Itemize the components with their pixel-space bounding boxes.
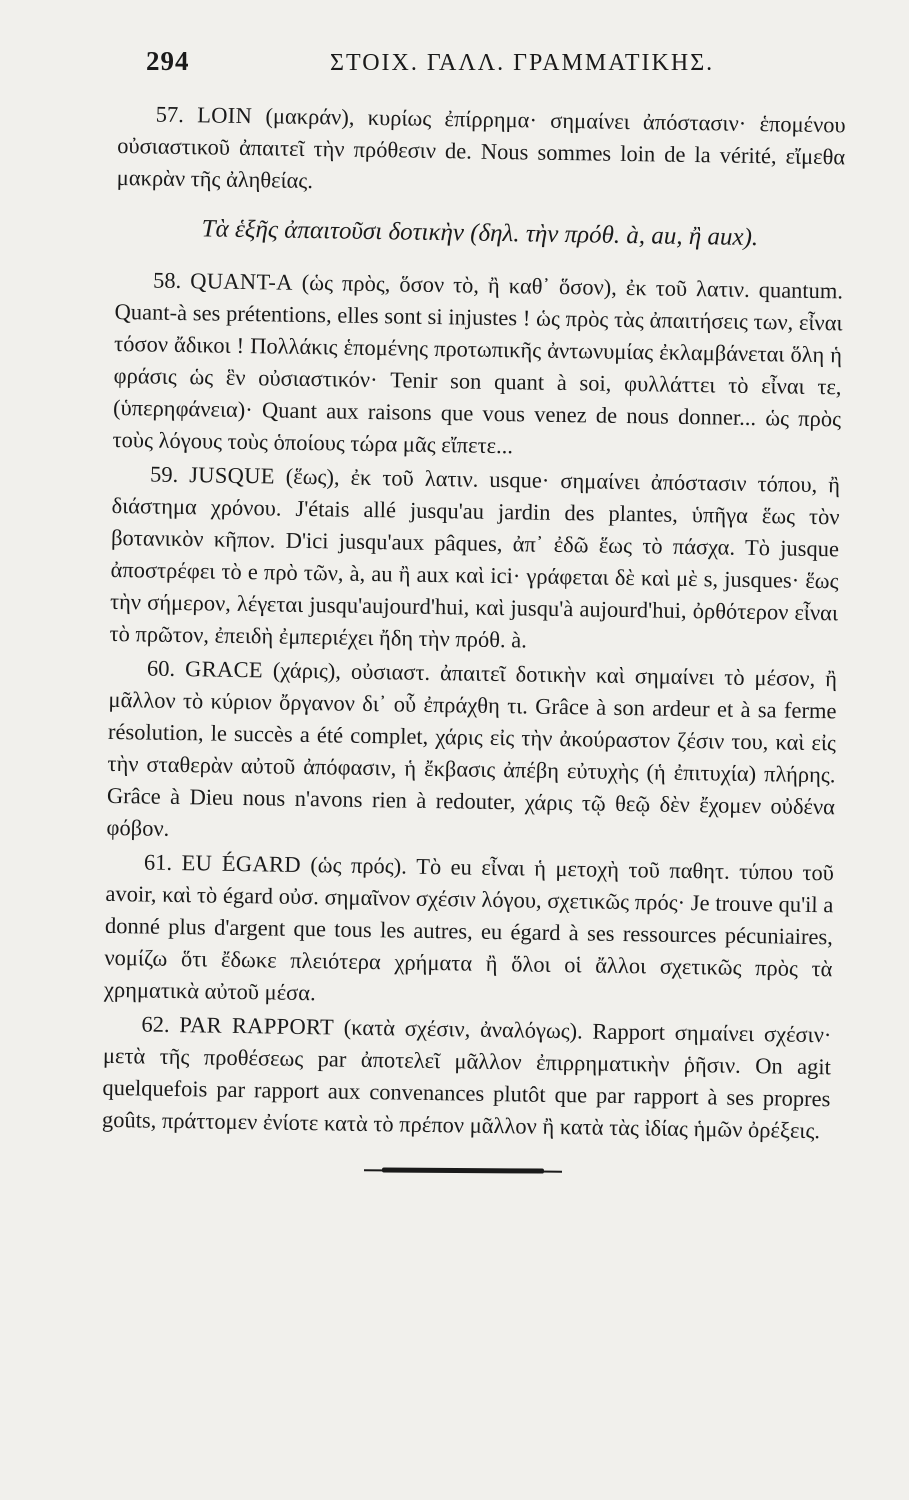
entry-text: (χάρις), οὐσιαστ. ἀπαιτεῖ δοτικὴν καὶ σημαίνει τὸ μέσον, ἢ μᾶλλον τὸ κύριον ὄργανον δι᾽ οὗ ἐπράχθη τι. Grâce à son ardeur et à sa ferme résolution, le succès a été complet, χάρις εἰς τὴν ἀκούραστον ζέσιν του, καὶ εἰς τὴν σταθερὰν αὐτοῦ ἀπόφασιν, ἡ ἔκβασις ἀπέβη εὐτυχὴς (ἡ ἐπιτυχία) πλήρης. Grâce à Dieu nous n'avons rien à redouter, χάρις τῷ θεῷ δὲν ἔχομεν οὐδένα φόβον. <box>106 657 838 841</box>
entry-text: (ἕως), ἐκ τοῦ λατιν. usque· σημαίνει ἀπόστασιν τόπου, ἢ διάστημα χρόνου. J'étais allé jusqu'au jardin des plantes, ὑπῆγα ἕως τὸν βοτανικὸν κῆπον. D'ici jusqu'aux pâques, ἀπ᾽ ἐδῶ ἕως τὸ πάσχα. Τὸ jusque ἀποστρέφει τὸ e πρὸ τῶν, à, au ἢ aux καὶ ici· γράφεται δὲ καὶ μὲ s, jusques· ἕως τὴν σήμερον, λέγεται jusqu'aujourd'hui, καὶ jusqu'à aujourd'hui, ὀρθότερον εἶναι τὸ πρῶτον, ἐπειδὴ ἐμπεριέχει ἤδη τὴν πρόθ. à. <box>109 463 841 653</box>
entry-headword: GRACE <box>184 656 264 683</box>
section-note: Τὰ ἑξῆς ἀπαιτοῦσι δοτικὴν (δηλ. τὴν πρόθ. à, au, ἢ aux). <box>201 215 759 252</box>
entry-number: 58. <box>152 267 182 294</box>
page-number: 294 <box>146 46 190 76</box>
entry-text: (ὡς πρὸς, ὅσον τὸ, ἢ καθ᾽ ὅσον), ἐκ τοῦ λατιν. quantum. Quant-à ses prétentions, elles sont si injustes ! ὡς πρὸς τὰς ἀπαιτήσεις των, εἶναι τόσον ἄδικοι ! Πολλάκις ἑπομένης προτωπικῆς ἀντωνυμίας ἐκλαμβάνεται ὅλη ἡ φράσις ὡς ἓν οὐσιαστικόν· Tenir son quant à soi, φυλλάττει τὸ εἶναι τε, (ὑπερηφάνεια)· Quant aux raisons que vous venez de nous donner... ὡς πρὸς τοὺς λόγους τοὺς ὁποίους τώρα μᾶς εἴπετε... <box>112 269 844 459</box>
entry-62 <box>102 1008 832 1147</box>
entry-headword: QUANT-A <box>190 268 293 295</box>
entry-number: 57. <box>155 101 185 128</box>
running-title: ΣΤΟΙΧ. ΓΑΛΛ. ΓΡΑΜΜΑΤΙΚΗΣ. <box>330 50 715 76</box>
entry-61 <box>104 846 834 1017</box>
entry-number: 59. <box>149 461 179 487</box>
page-body <box>102 98 846 1147</box>
entry-number: 62. <box>141 1011 170 1037</box>
entry-60 <box>106 652 837 855</box>
entry-headword: PAR RAPPORT <box>179 1012 335 1040</box>
entry-number: 60. <box>146 655 176 681</box>
ornamental-rule <box>382 1167 544 1173</box>
entry-58 <box>112 264 843 467</box>
page-header <box>0 44 909 84</box>
entry-59 <box>109 458 840 661</box>
entry-headword: LOIN <box>197 102 253 129</box>
entry-57 <box>116 98 845 205</box>
entry-text: (ὡς πρός). Τὸ eu εἶναι ἡ μετοχὴ τοῦ παθητ. τύπου τοῦ avoir, καὶ τὸ égard οὐσ. σημαῖνον σχέσιν λόγου, σχετικῶς πρός· Je trouve qu'il a donné plus d'argent que tous les autres, eu égard à ses ressources pécuniaires, νομίζω ὅτι ἔδωκε πλειότερα χρήματα ἢ ὅλοι οἱ ἄλλοι σχετικῶς πρὸς τὰ χρηματικὰ αὐτοῦ μέσα. <box>103 852 835 1006</box>
entry-headword: JUSQUE <box>189 462 275 489</box>
entry-text: (μακράν), κυρίως ἐπίρρημα· σημαίνει ἀπόστασιν· ἑπομένου οὐσιαστικοῦ ἀπαιτεῖ τὴν πρόθεσιν de. Nous sommes loin de la vérité, εἴμεθα μακρὰν τῆς ἀληθείας. <box>116 103 846 194</box>
entry-number: 61. <box>143 849 173 875</box>
entry-text: (κατὰ σχέσιν, ἀναλόγως). Rapport σημαίνει σχέσιν· μετὰ τῆς προθέσεως par ἀποτελεῖ μᾶλλον ἐπιρρηματικὴν ῥῆσιν. On agit quelquefois par rapport aux convenances plutôt que par rapport à ses propres goûts, πράττομεν ἐνίοτε κατὰ τὸ πρέπον μᾶλλον ἢ κατὰ τὰς ἰδίας ἡμῶν ὀρέξεις. <box>101 1014 832 1144</box>
entry-headword: EU ÉGARD <box>181 850 302 877</box>
